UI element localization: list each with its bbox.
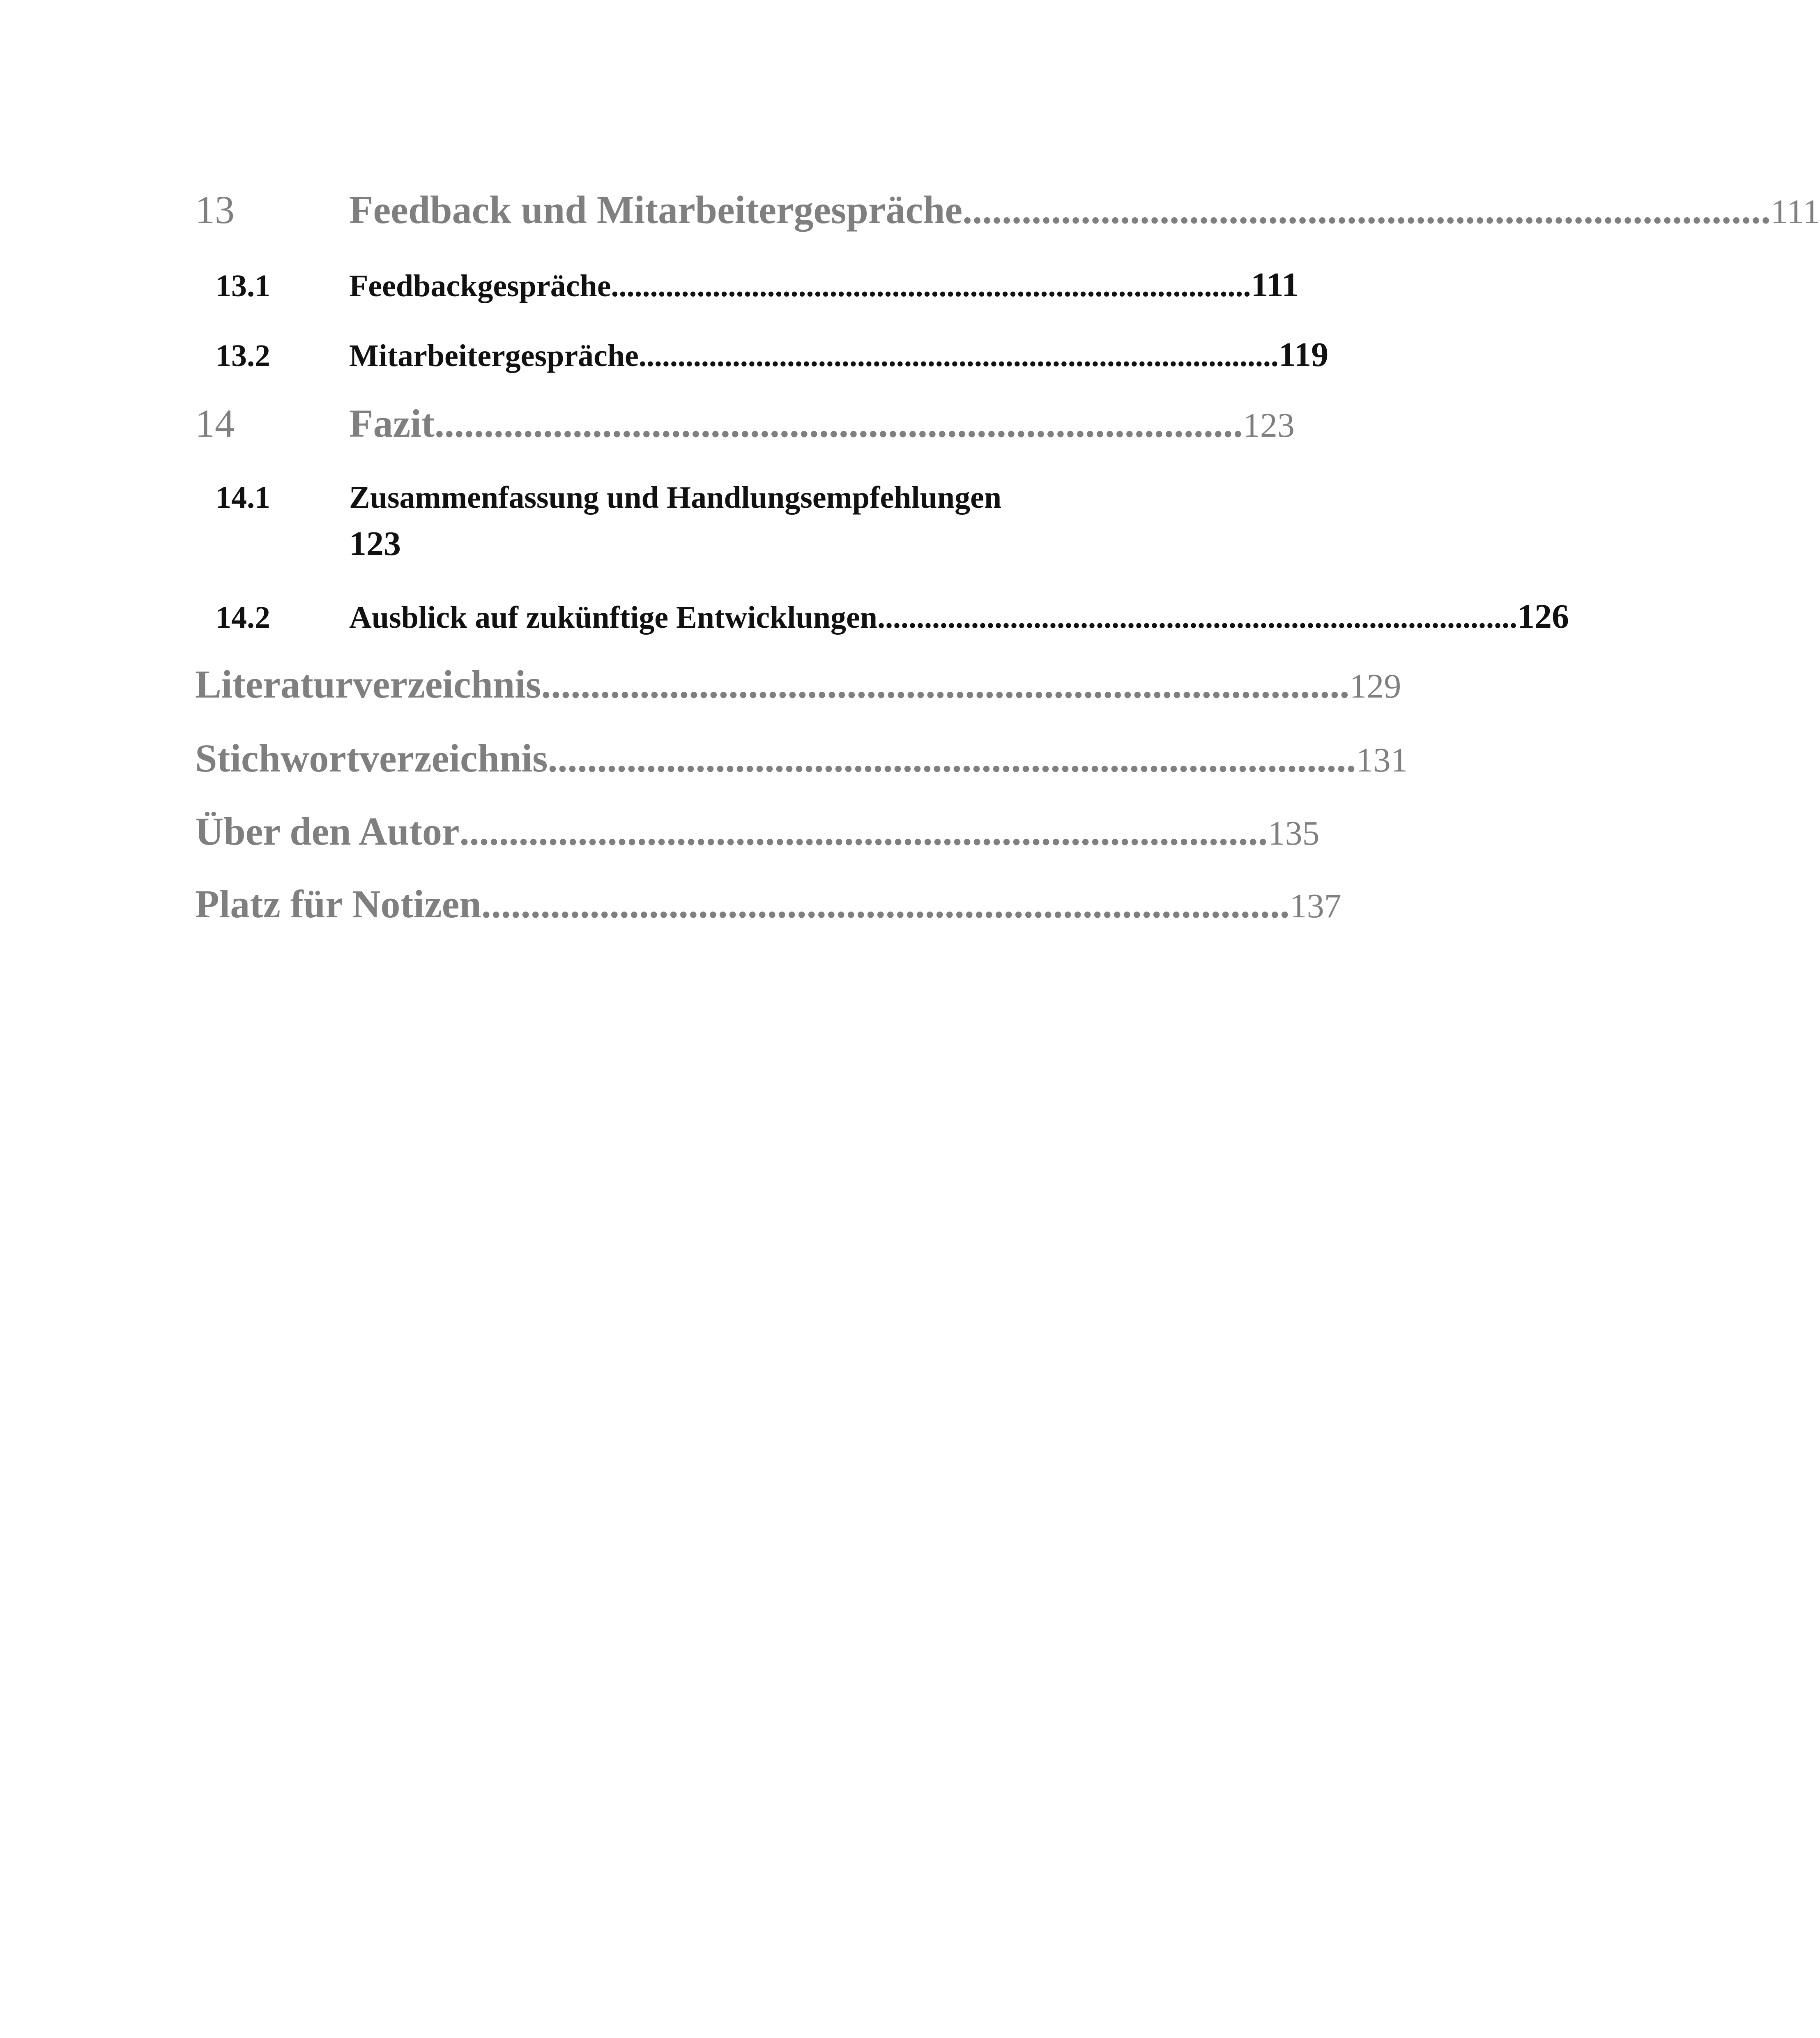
toc-leader-dots: .................................................................................. [962,188,1771,232]
toc-entry-title: Stichwortverzeichnis [195,736,548,780]
toc-entry-bibliography[interactable] [195,661,1401,707]
toc-entry-title: Platz für Notizen [195,882,481,926]
toc-entry-page: 137 [1289,887,1341,925]
toc-entry-number: 14.2 [216,600,270,635]
toc-entry-title: Feedbackgespräche [349,269,611,303]
toc-entry-about-author[interactable] [195,808,1320,854]
toc-entry-section-14-1[interactable] [195,480,1099,516]
toc-entry-title: Feedback und Mitarbeitergespräche [349,188,963,232]
toc-entry-title: Mitarbeitergespräche [349,339,639,373]
toc-leader-dots: .................................................................................. [434,401,1243,445]
toc-entry-notes[interactable] [195,881,1341,927]
toc-leader-dots: .................................................................................. [877,600,1517,635]
toc-entry-number: 13.1 [216,269,270,303]
toc-entry-page[interactable]: 123 [349,525,401,563]
toc-entry-page: 135 [1268,814,1320,852]
toc-entry-number: 14 [195,401,235,445]
toc-entry-page: 126 [1517,597,1569,636]
toc-leader-dots: .................................................................................. [541,662,1350,706]
toc-entry-section-14-2[interactable] [195,596,1569,636]
toc-entry-title: Ausblick auf zukünftige Entwicklungen [349,600,877,635]
toc-entry-number: 13 [195,188,235,232]
toc-leader-dots: .................................................................................. [481,882,1290,926]
toc-entry-chapter-14[interactable] [195,401,1295,446]
toc-entry-section-13-2[interactable] [195,335,1329,375]
toc-leader-dots: .................................................................................. [611,269,1251,303]
toc-entry-page: 129 [1349,667,1401,705]
toc-leader-dots: .................................................................................. [548,736,1356,780]
toc-entry-page: 123 [1242,406,1295,444]
toc-entry-chapter-13[interactable] [195,187,1820,233]
toc-entry-number: 13.2 [216,339,270,373]
toc-entry-number: 14.1 [216,480,270,515]
toc-entry-title: Fazit [349,401,435,445]
toc-leader-dots: .................................................................................. [638,339,1279,373]
toc-entry-page: 111 [1251,266,1299,304]
toc-entry-title: Über den Autor [195,809,460,853]
toc-entry-index[interactable] [195,735,1408,781]
toc-entry-title: Literaturverzeichnis [195,662,541,706]
toc-entry-page: 119 [1278,336,1329,374]
toc-entry-page: 131 [1356,741,1408,779]
toc-entry-title: Zusammenfassung und Handlungsempfehlungen [349,480,1002,515]
toc-leader-dots: .................................................................................. [459,809,1268,853]
toc-entry-page: 111 [1771,193,1820,231]
toc-entry-section-13-1[interactable] [195,265,1299,305]
